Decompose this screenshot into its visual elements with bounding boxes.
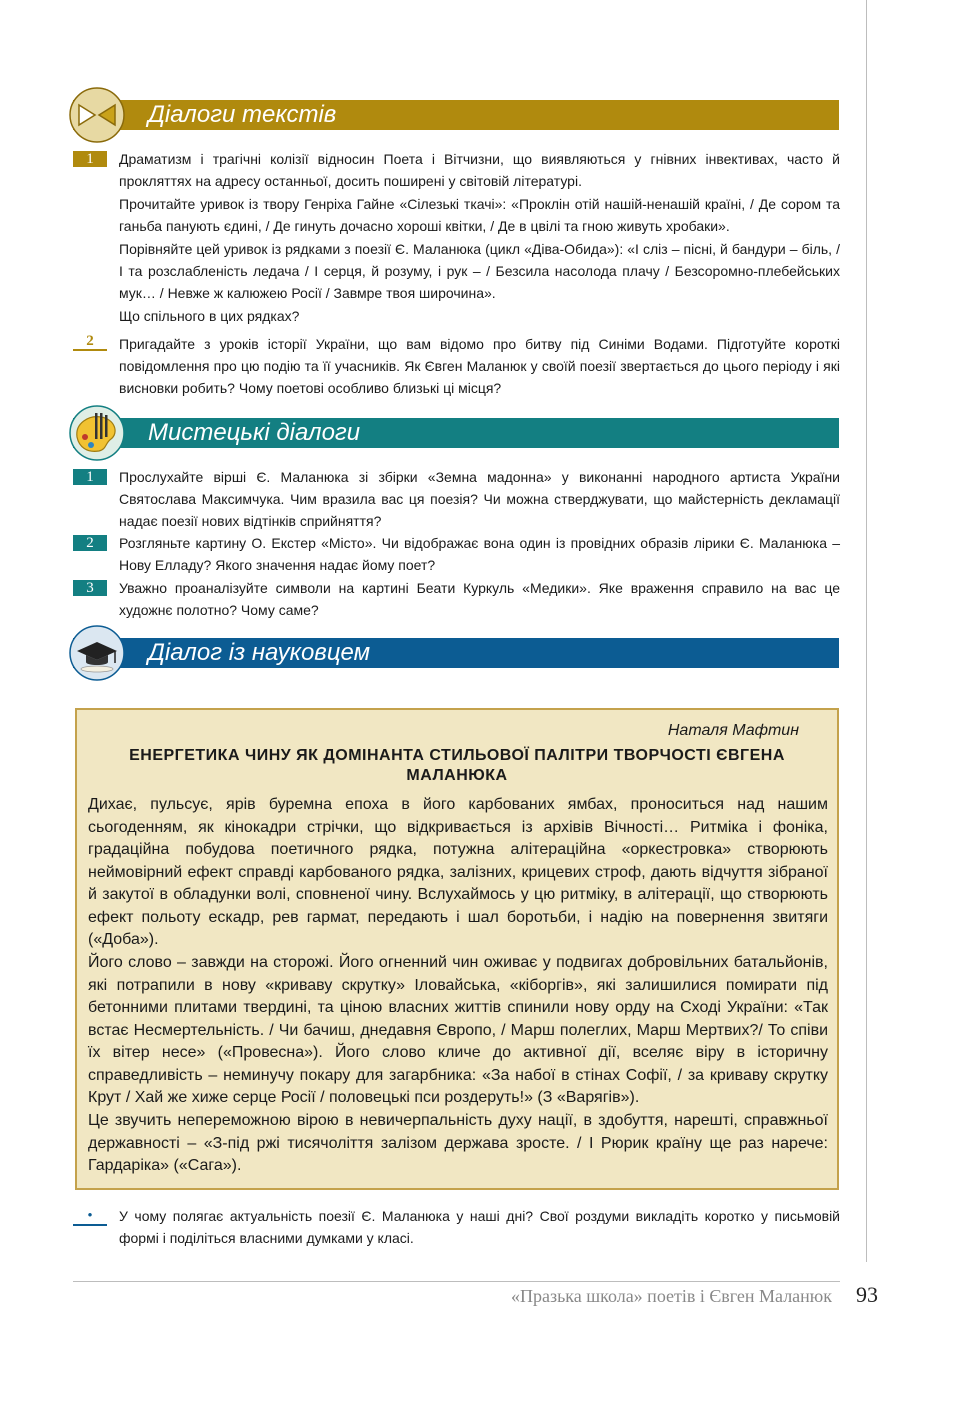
task-text: Що спільного в цих рядках? [119,308,300,324]
page-edge-line [866,0,867,1262]
arrows-icon [69,87,125,143]
page-number: 93 [856,1282,878,1307]
quote-paragraph: Це звучить непереможною вірою в невичерпальність духу нації, в здобуття, нарешті, справжньої державності – «З-під ржі тисячоліття залізом держава зросте. / І Рюрик країну ще раз нарече: Гардаріка» («Сага»). [88,1112,828,1174]
task-text: Пригадайте з уроків історії України, що вам відомо про битву під Синіми Водами. Підготуйте короткі повідомлення про цю подію та її учасників. Як Євген Маланюк у своїй поезії звертається до цього періоду і які висновки робить? Чому поетові особливо близькі ці місця? [119,336,840,396]
task-number: 2 [73,333,107,351]
quote-paragraph: Його слово – завжди на сторожі. Його огненний чин оживає у подвигах добровільних батальйонів, які потрапили в нову «криваву скрутку» Іловайська, «кіборгів», які залишилися помирати під бетонними плитами твердині, та ціною власних життів спинили нову орду на Сході України: «Так встає Несмертельність. / Чи бачиш, днедавня Європо, / Марш полеглих, Марш Мертвих?/ То співи їх вітер несе» («Провесна»). Його слово кличе до активної дії, вселяє віру в історичну справедливість – неминучу покару для загарбника: «За набої в стінах Софії, / за криваву скрутку Крут / Хай же хиже серце Росії / половецькі пси роздеруть!» (З «Варягів»). [88,954,828,1106]
task-text: Прослухайте вірші Є. Маланюка зі збірки «Земна мадонна» у виконанні народного артиста України Святослава Максимчука. Чим вразила вас ця поезія? Чи можна стверджувати, що майстерність декламації надає поезії нових відтінків сприйняття? [119,469,840,529]
task-text: Прочитайте уривок із твору Генріха Гайне «Сілезькі ткачі»: «Проклін отій нашій-ненашій країні, / Де сором та ганьба панують єдині, / Де гинуть дочасно хороші квітки, / Де в цвілі та гною живуть хробаки». [119,196,840,234]
palette-icon [69,405,125,461]
section-banner-dialogues-texts [73,100,839,130]
section-title: Мистецькі діалоги [148,419,361,446]
quote-title: ЕНЕРГЕТИКА ЧИНУ ЯК ДОМІНАНТА СТИЛЬОВОЇ ПАЛІТРИ ТВОРЧОСТІ ЄВГЕНА МАЛАНЮКА [129,747,785,784]
task-text: Розгляньте картину О. Екстер «Місто». Чи відображає вона один із провідних образів лірики Є. Маланюка – Нову Елладу? Якого значення надає йому поет? [119,535,840,573]
quote-paragraph: Дихає, пульсує, ярів буремна епоха в його карбованих ямбах, проноситься над нашим сьогоденням, як кінокадри стрічки, що відкривається із архівів Вічності… Ритміка і фоніка, градаційна побудова поетичного рядка, потужна алітераційна «оркестровка» створюють неймовірний ефект справді карбованого рядка, залізних, крицевих строф, дають відчуття зібраної й закутої в обладунки волі, сповненої чину. Вслухаймось у цю ритміку, в алітерації, що створюють ефект польоту ескадр, рев гармат, передають і шал боротьби, і надію на повернення звитяги («Доба»). [88,796,828,948]
task-number: 1 [73,151,107,167]
quote-author: Наталя Мафтин [667,722,799,739]
graduation-cap-icon [69,625,125,681]
section-banner-art-dialogues [73,418,839,448]
task-text: Порівняйте цей уривок із рядками з поезії Є. Маланюка (цикл «Діва-Обида»): «І сліз – пісні, й бандури – біль, / І та розслабленість ледача / І серця, й розуму, і рук – / Безсила насолода плачу / Безсоромно-плебейських мук… / Невже ж калюжею Росії / Завмре твоя широчина». [119,241,840,301]
task-number: 1 [73,469,107,485]
task-text: Драматизм і трагічні колізії відносин Поета і Вітчизни, що виявляються у гнівних інвективах, часто й прокляттях на адресу останньої, досить поширені у світовій літературі. [119,151,840,189]
task-text: Уважно проаналізуйте символи на картині Беати Куркуль «Медики». Яке враження справило на вас це художнє полотно? Чому саме? [119,580,840,618]
section-title: Діалоги текстів [148,101,337,128]
scholar-quote-box [75,708,839,1190]
task-number: 3 [73,580,107,596]
task-text: У чому полягає актуальність поезії Є. Маланюка у наші дні? Свої роздуми викладіть коротко у письмовій формі і поділіться власними думками у класі. [119,1208,840,1246]
bullet-marker: • [73,1208,107,1226]
footer-divider [73,1281,840,1282]
section-title: Діалог із науковцем [148,639,371,666]
section-banner-scholar-dialogue [73,638,839,668]
task-number: 2 [73,535,107,551]
running-footer: «Празька школа» поетів і Євген Маланюк [510,1286,832,1306]
